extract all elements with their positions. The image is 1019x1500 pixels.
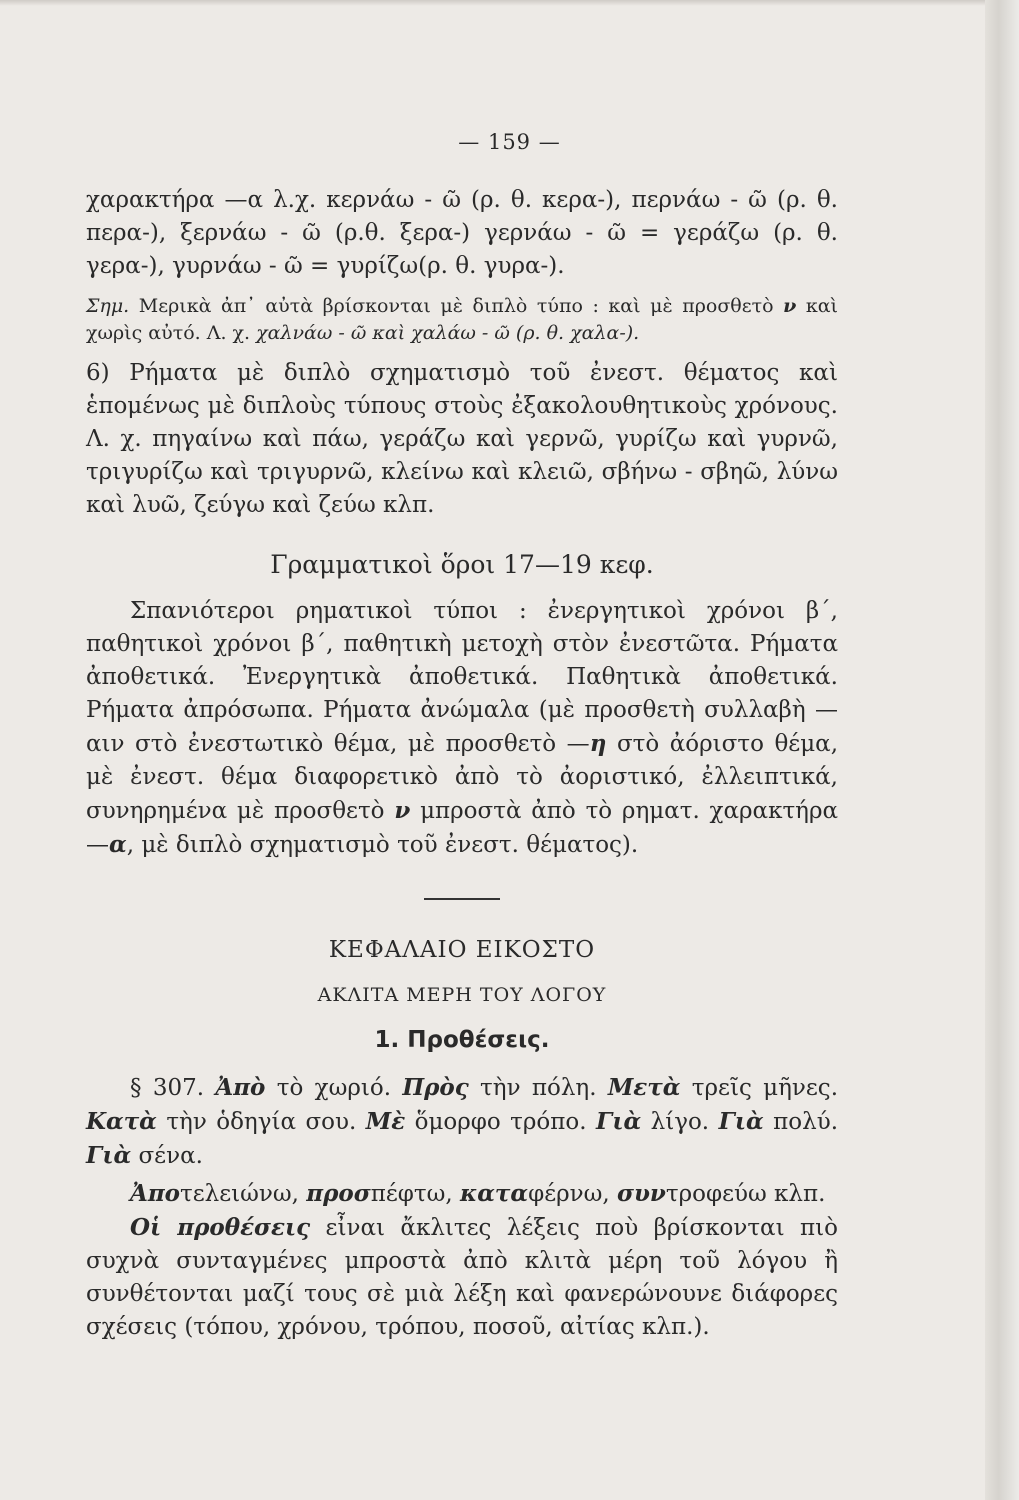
note-label: Σημ. xyxy=(86,295,130,317)
note-nu: ν xyxy=(783,295,797,317)
paragraph-verb-character: χαρακτήρα —α λ.χ. κερνάω - ῶ (ρ. θ. κερα-), περνάω - ῶ (ρ. θ. περα-), ξερνάω - ῶ (ρ.θ. ξερα-) γερνάω - ῶ = γεράζω (ρ. θ. γερα-), γυρνάω - ῶ = γυρίζω(ρ. θ. γυρα-). xyxy=(86,187,838,279)
stem: πέφτω, xyxy=(370,1181,460,1207)
preposition: Γιὰ xyxy=(86,1142,132,1169)
paragraph-double-formation: 6) Ρήματα μὲ διπλὸ σχηματισμὸ τοῦ ἐνεστ. θέματος καὶ ἑπομένως μὲ διπλοὺς τύπους στοὺς ἐξακολουθητικοὺς χρόνους. Λ. χ. πηγαίνω καὶ πάω, γεράζω καὶ γερνῶ, γυρίζω καὶ γυρνῶ, τριγυρίζω καὶ τριγυρνῶ, κλείνω καὶ κλειῶ, σβήνω - σβηῶ, λύνω καὶ λυῶ, ζεύγω καὶ ζεύω κλπ. xyxy=(86,360,838,518)
prefix: κατα xyxy=(459,1180,529,1207)
definition-term: Οἱ προθέσεις xyxy=(130,1214,311,1241)
note-text: Μερικὰ ἀπ᾽ αὐτὰ βρίσκονται μὲ διπλὸ τύπο : καὶ μὲ προσθετὸ xyxy=(129,295,784,317)
section-divider-rule xyxy=(424,898,500,900)
example-text: ὅμορφο τρόπο. xyxy=(405,1109,596,1135)
stem: τελειώνω, xyxy=(180,1181,307,1207)
note-paragraph xyxy=(86,293,838,347)
preposition: Ἀπὸ xyxy=(215,1074,266,1101)
grammar-terms-heading: Γραμματικοὶ ὅροι 17—19 κεφ. xyxy=(270,550,654,579)
prefix: Ἀπο xyxy=(130,1180,181,1207)
example-text: τρεῖς μῆνες. xyxy=(680,1075,838,1101)
definition-text: εἶναι ἄκλιτες λέξεις ποὺ βρίσκονται πιὸ συχνὰ συνταγμένες μπροστὰ ἀπὸ κλιτὰ μέρη τοῦ λόγου ἢ συνθέτονται μαζί τους σὲ μιὰ λέξη καὶ φανερώνουνε διάφορες σχέσεις (τόπου, χρόνου, τρόπου, ποσοῦ, αἰτίας κλπ.). xyxy=(86,1215,838,1340)
stem: τροφεύω κλπ. xyxy=(665,1181,826,1207)
example-text: πολύ. xyxy=(763,1109,839,1135)
example-text: τὸ χωριό. xyxy=(265,1075,403,1101)
paragraph-307-examples xyxy=(86,1071,838,1173)
page-top-shadow xyxy=(0,0,1019,6)
example-text: τὴν πόλη. xyxy=(468,1075,608,1101)
example-text: λίγο. xyxy=(641,1109,719,1135)
paragraph-compound-verbs xyxy=(86,1177,838,1211)
example-text: σένα. xyxy=(131,1143,203,1169)
prefix: προσ xyxy=(306,1180,371,1207)
terms-text-a: Σπανιότεροι ρηματικοὶ τύποι : ἐνεργητικοὶ χρόνοι β΄, παθητικοὶ χρόνοι β΄, παθητικὴ μετοχὴ στὸν ἐνεστῶτα. Ρήματα ἀποθετικά. Ἐνεργητικὰ ἀποθετικά. Παθητικὰ ἀποθετικά. Ρήματα ἀπρόσωπα. Ρήματα ἀνώμαλα (μὲ προσθετὴ συλλαβὴ —αιν στὸ ἐνεστωτικὸ θέμα, μὲ προσθετὸ — xyxy=(86,598,838,757)
terms-text-c: στὸ ἀόριστο θέμα, μὲ ἐνεστ. θέμα διαφορετικὸ ἀπὸ τὸ ἀοριστικό, ἐλλειπτικά, συνηρημένα μὲ προσθετὸ xyxy=(86,731,838,824)
preposition: Πρὸς xyxy=(402,1074,469,1101)
book-gutter-edge xyxy=(985,0,1019,1500)
note-example: χαλνάω - ῶ καὶ χαλάω - ῶ (ρ. θ. χαλα-). xyxy=(256,322,640,344)
page-number: — 159 — xyxy=(458,130,561,154)
stem: φέρνω, xyxy=(528,1181,618,1207)
section-title: 1. Προθέσεις. xyxy=(374,1027,550,1053)
paragraph-definition xyxy=(86,1211,838,1344)
preposition: Κατὰ xyxy=(86,1108,157,1135)
paragraph-grammar-terms xyxy=(86,595,838,862)
note-text-2: καὶ χωρὶς αὐτό. Λ. χ. xyxy=(86,295,838,344)
chapter-subtitle: ΑΚΛΙΤΑ ΜΕΡΗ ΤΟΥ ΛΟΓΟΥ xyxy=(317,984,607,1006)
terms-text-e: μπροστὰ ἀπὸ τὸ ρηματ. χαρακτήρα — xyxy=(86,798,838,858)
example-text: τὴν ὁδηγία σου. xyxy=(156,1109,366,1135)
preposition: Μετὰ xyxy=(607,1074,681,1101)
terms-eta: η xyxy=(589,730,607,757)
preposition: Γιὰ xyxy=(718,1108,764,1135)
preposition: Μὲ xyxy=(365,1108,406,1135)
chapter-title: ΚΕΦΑΛΑΙΟ ΕΙΚΟΣΤΟ xyxy=(328,937,596,963)
terms-nu: ν xyxy=(394,797,411,824)
preposition: Γιὰ xyxy=(596,1108,642,1135)
page-body xyxy=(86,184,838,1344)
section-number: § 307. xyxy=(130,1075,216,1101)
prefix: συν xyxy=(617,1180,666,1207)
terms-alpha: α xyxy=(109,831,127,858)
terms-text-g: , μὲ διπλὸ σχηματισμὸ τοῦ ἐνεστ. θέματος). xyxy=(126,832,639,858)
